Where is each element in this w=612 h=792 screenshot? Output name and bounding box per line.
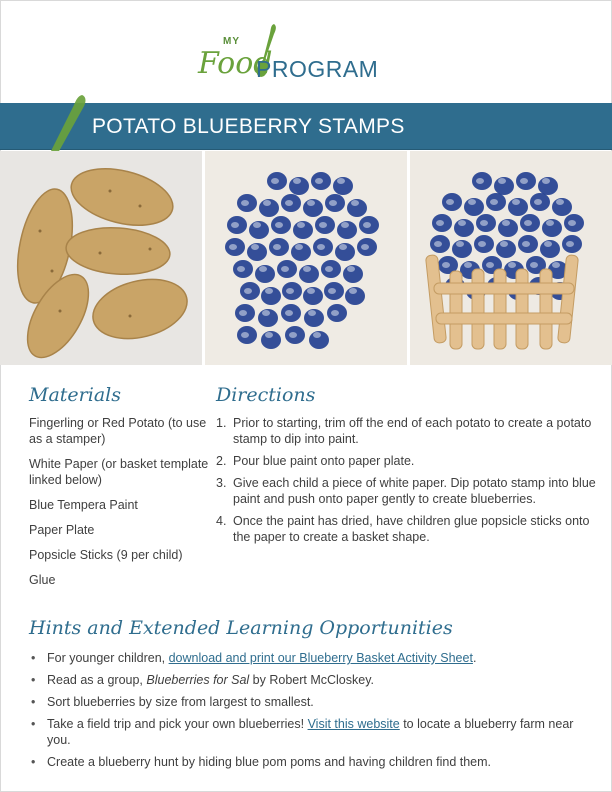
step-number: 1.	[216, 416, 227, 430]
step-text: Prior to starting, trim off the end of each potato to create a potato stamp to dip into paint.	[233, 416, 592, 446]
stamp-highlight	[500, 241, 508, 247]
stamp-highlight	[339, 244, 347, 250]
my-food-program-logo	[198, 22, 428, 84]
stamp-highlight	[303, 266, 311, 272]
hint-text: Take a field trip and pick your own blueberries!	[47, 717, 308, 731]
stamp-highlight	[313, 332, 321, 338]
stamp-highlight	[534, 199, 542, 205]
stamp-highlight	[434, 241, 442, 247]
activity-sheet-link[interactable]: download and print our Blueberry Basket Activity Sheet	[168, 651, 473, 665]
stamp-highlight	[263, 200, 271, 206]
stamp-highlight	[522, 241, 530, 247]
stamp-highlight	[542, 178, 550, 184]
list-item	[29, 754, 589, 770]
stamp-highlight	[239, 310, 247, 316]
list-item	[29, 694, 589, 710]
stamp-highlight	[341, 222, 349, 228]
stamp-highlight	[241, 200, 249, 206]
list-item	[216, 415, 596, 447]
stamp-highlight	[328, 288, 336, 294]
stamp-highlight	[520, 178, 528, 184]
blueberry-stamps-photo	[205, 151, 407, 365]
hint-text: For younger children,	[47, 651, 169, 665]
step-number: 2.	[216, 454, 227, 468]
stamp-highlight	[480, 220, 488, 226]
stamp-highlight	[262, 310, 270, 316]
stamp-highlight	[253, 222, 261, 228]
list-item: Glue	[29, 573, 56, 587]
stamp-highlight	[347, 266, 355, 272]
stamp-highlight	[315, 178, 323, 184]
stamp-highlight	[456, 241, 464, 247]
stamp-highlight	[566, 241, 574, 247]
stamp-highlight	[331, 310, 339, 316]
stamp-highlight	[244, 288, 252, 294]
stamp-highlight	[363, 222, 371, 228]
logo-food-text: Food	[198, 46, 273, 81]
hint-text: by Robert McCloskey.	[249, 673, 375, 687]
materials-heading: Materials	[29, 384, 121, 406]
stamp-highlight	[544, 241, 552, 247]
directions-heading: Directions	[216, 384, 316, 406]
step-number: 4.	[216, 514, 227, 528]
stamp-highlight	[552, 262, 560, 268]
stamp-highlight	[478, 241, 486, 247]
hints-list	[29, 650, 589, 776]
stamp-highlight	[259, 266, 267, 272]
stamp-highlight	[476, 178, 484, 184]
list-item: White Paper (or basket template linked below)	[29, 457, 209, 487]
stamp-highlight	[524, 220, 532, 226]
stamp-highlight	[468, 199, 476, 205]
hint-text: Read as a group,	[47, 673, 147, 687]
stamp-highlight	[486, 262, 494, 268]
stamp-highlight	[512, 199, 520, 205]
stamp-highlight	[307, 288, 315, 294]
stamp-highlight	[285, 310, 293, 316]
stamp-highlight	[251, 244, 259, 250]
stamp-highlight	[265, 288, 273, 294]
list-item	[216, 513, 596, 545]
stamp-highlight	[317, 244, 325, 250]
stamp-highlight	[271, 178, 279, 184]
list-item	[216, 453, 596, 469]
stamp-highlight	[337, 178, 345, 184]
stamp-highlight	[508, 262, 516, 268]
list-item	[29, 672, 589, 688]
list-item: Paper Plate	[29, 523, 95, 537]
book-title: Blueberries for Sal	[146, 673, 250, 687]
stamp-highlight	[556, 199, 564, 205]
logo-my-text: MY	[223, 36, 240, 47]
stamp-highlight	[442, 262, 450, 268]
popsicle-stick	[472, 269, 484, 349]
stamp-highlight	[265, 332, 273, 338]
stamp-highlight	[319, 222, 327, 228]
directions-list	[216, 415, 596, 551]
stamp-highlight	[436, 220, 444, 226]
potatoes-photo	[0, 151, 202, 365]
list-item: Popsicle Sticks (9 per child)	[29, 548, 183, 562]
stamp-highlight	[329, 200, 337, 206]
stamp-highlight	[361, 244, 369, 250]
stamp-highlight	[285, 200, 293, 206]
stamp-highlight	[241, 332, 249, 338]
popsicle-stick	[516, 269, 528, 349]
stamp-highlight	[289, 332, 297, 338]
list-item	[29, 716, 589, 748]
stamp-highlight	[498, 178, 506, 184]
stamp-highlight	[568, 220, 576, 226]
stamp-highlight	[546, 220, 554, 226]
page-title: POTATO BLUEBERRY STAMPS	[92, 115, 405, 138]
hint-text: .	[472, 651, 477, 665]
stamp-highlight	[293, 178, 301, 184]
stamp-highlight	[446, 199, 454, 205]
logo-program-text: PROGRAM	[256, 56, 379, 82]
stamp-highlight	[464, 262, 472, 268]
stamp-highlight	[502, 220, 510, 226]
stamp-highlight	[490, 199, 498, 205]
stamp-highlight	[325, 266, 333, 272]
step-text: Pour blue paint onto paper plate.	[233, 454, 415, 468]
stamp-highlight	[231, 222, 239, 228]
stamp-highlight	[308, 310, 316, 316]
hint-text: Create a blueberry hunt by hiding blue pom poms and having children find them.	[47, 755, 492, 769]
stamp-highlight	[229, 244, 237, 250]
stamp-highlight	[297, 222, 305, 228]
stamp-highlight	[351, 200, 359, 206]
stamp-highlight	[275, 222, 283, 228]
blueberry-basket-photo	[410, 151, 612, 365]
visit-website-link[interactable]: Visit this website	[307, 717, 400, 731]
stamp-highlight	[281, 266, 289, 272]
popsicle-stick	[436, 313, 572, 324]
stamp-highlight	[237, 266, 245, 272]
step-text: Give each child a piece of white paper. Dip potato stamp into blue paint and push onto paper gently to create blueberries.	[233, 476, 596, 506]
stamp-highlight	[273, 244, 281, 250]
hints-heading: Hints and Extended Learning Opportunities	[29, 617, 453, 639]
list-item	[29, 650, 589, 666]
popsicle-stick	[540, 269, 552, 349]
stamp-highlight	[458, 220, 466, 226]
step-text: Once the paint has dried, have children glue popsicle sticks onto the paper to create a basket shape.	[233, 514, 590, 544]
stamp-highlight	[286, 288, 294, 294]
popsicle-stick	[494, 269, 506, 349]
materials-list	[29, 415, 209, 597]
list-item: Blue Tempera Paint	[29, 498, 138, 512]
step-number: 3.	[216, 476, 227, 490]
stamp-highlight	[530, 262, 538, 268]
list-item: Fingerling or Red Potato (to use as a stamper)	[29, 416, 207, 446]
popsicle-stick	[434, 283, 574, 294]
list-item	[216, 475, 596, 507]
stamp-highlight	[295, 244, 303, 250]
stamp-highlight	[307, 200, 315, 206]
hint-text: to locate a blueberry farm near you.	[47, 717, 574, 747]
hint-text: Sort blueberries by size from largest to smallest.	[47, 695, 314, 709]
title-banner	[0, 103, 612, 150]
stamp-highlight	[349, 288, 357, 294]
